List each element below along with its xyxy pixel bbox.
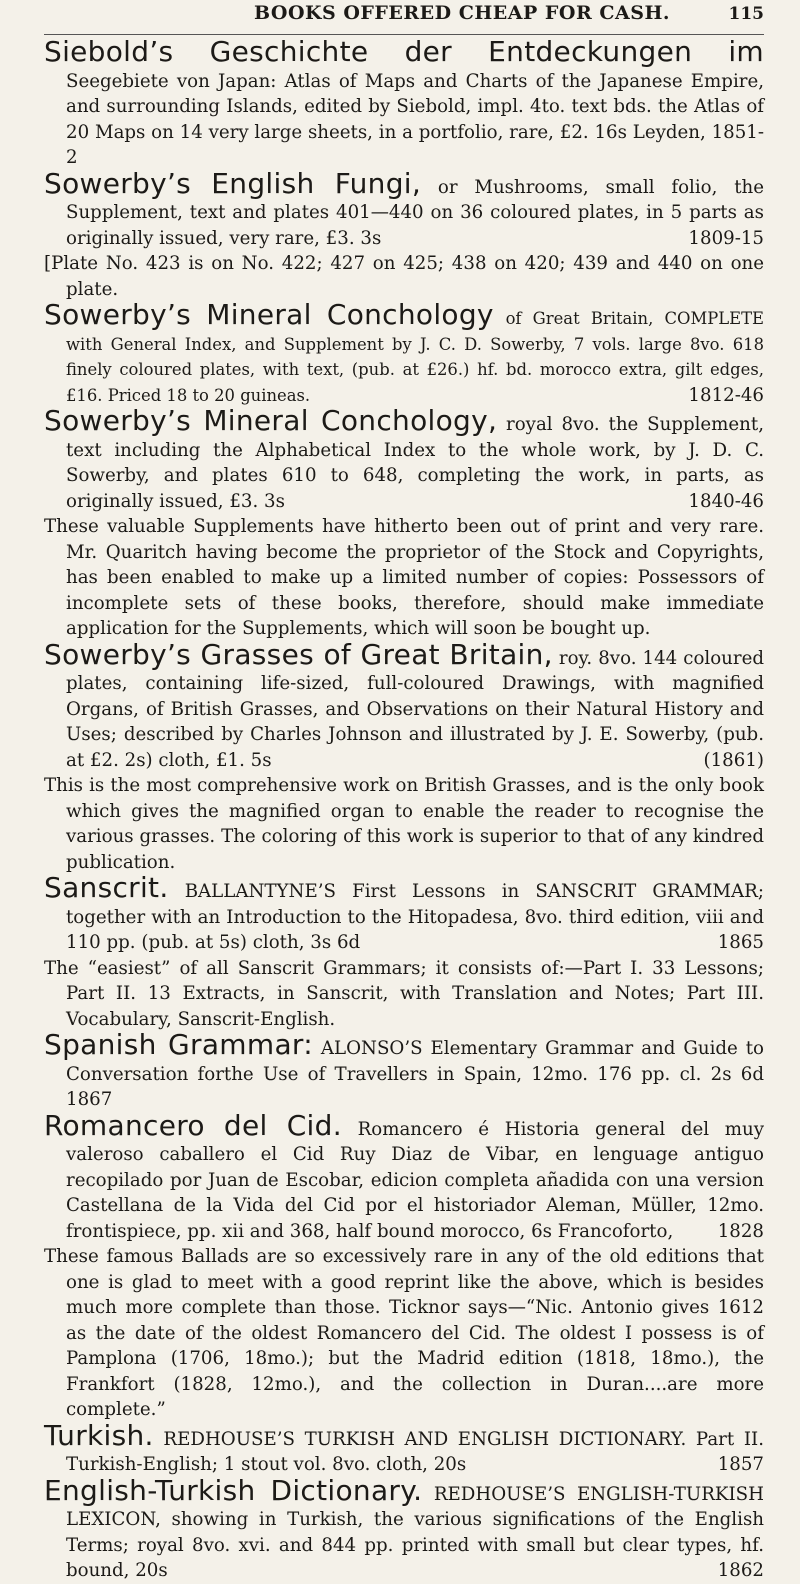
entry-description: REDHOUSE’S TURKISH AND ENGLISH DICTIONARY. Part II. Turkish-English; 1 stout vol. 8vo. cloth, 20s xyxy=(66,1428,764,1475)
entry-heading: Sowerby’s Grasses of Great Britain, xyxy=(44,637,553,671)
catalogue-entry xyxy=(44,166,764,303)
entry-description: or Mushrooms, small folio, the Supplement, text and plates 401—440 on 36 coloured plates, in 5 parts as originally issued, very rare, £3. 3s xyxy=(66,176,764,249)
catalogue-entry xyxy=(44,298,765,408)
catalogue-entry xyxy=(44,404,764,642)
entry-heading: Romancero del Cid. xyxy=(44,1108,342,1142)
catalogue-entry xyxy=(44,1108,765,1423)
entry-heading: Siebold’s Geschichte der Entdeckungen im xyxy=(44,35,764,68)
page-number: 115 xyxy=(728,4,764,24)
entry-description: Romancero é Historia general del muy valeroso caballero el Cid Ruy Diaz de Vibar, en lenguage antiguo recopilado por Juan de Escobar, edicion completa añadida con una version Castellana de la Vida del Cid por el historiador Aleman, Müller, 12mo. frontispiece, pp. xii and 368, half bound morocco, 6s Francoforto, xyxy=(66,1118,765,1242)
entry-date: (1861) xyxy=(703,749,764,771)
entry-date: 1862 xyxy=(717,1560,764,1581)
catalogue-entry xyxy=(44,871,764,1032)
entry-note: These valuable Supplements have hitherto been out of print and very rare. Mr. Quaritch having become the proprietor of the Stock and Copyrights, has been enabled to make up a limited number of copies: Possessors of incomplete sets of these books, therefore, should make immediate application for the Supplements, which will soon be bought up. xyxy=(44,516,764,639)
entry-date: 1812-46 xyxy=(688,384,764,406)
catalogue-entry xyxy=(44,35,764,171)
running-title: BOOKS OFFERED CHEAP FOR CASH. xyxy=(254,2,671,24)
entry-heading: English-Turkish Dictionary. xyxy=(44,1473,423,1507)
entry-heading: Spanish Grammar: xyxy=(44,1028,313,1061)
catalogue-entry xyxy=(44,637,764,876)
entry-description: of Great Britain, COMPLETE with General Index, and Supplement by J. C. D. Sowerby, 7 vols. large 8vo. 618 finely coloured plates, with text, (pub. at £26.) hf. bd. morocco extra, gilt edges, £16. Priced 18 to 20 guineas. xyxy=(66,309,765,405)
entry-description: BALLANTYNE’S First Lessons in SANSCRIT GRAMMAR; together with an Introduction to the Hitopadesa, 8vo. third edition, viii and 110 pp. (pub. at 5s) cloth, 3s 6d xyxy=(66,881,764,953)
catalogue-entry xyxy=(44,1418,764,1478)
entry-description: royal 8vo. the Supplement, text including the Alphabetical Index to the whole work, by J. D. C. Sowerby, and plates 610 to 648, completing the work, in parts, as originally issued, £3. 3s xyxy=(66,414,764,512)
entry-date: 1857 xyxy=(717,1454,764,1475)
entry-note: This is the most comprehensive work on British Grasses, and is the only book which gives the magnified organ to enable the reader to recognise the various grasses. The coloring of this work is superior to that of any kindred publication. xyxy=(44,775,764,873)
entry-date: 1840-46 xyxy=(688,490,764,512)
entry-heading: Sowerby’s Mineral Conchology, xyxy=(44,404,498,437)
entry-date: 1828 xyxy=(717,1220,764,1242)
entry-note: The “easiest” of all Sanscrit Grammars; it consists of:—Part I. 33 Lessons; Part II. 13 Extracts, in Sanscrit, with Translation and Notes; Part III. Vocabulary, Sanscrit-English. xyxy=(44,957,764,1030)
entry-heading: Turkish. xyxy=(44,1418,154,1452)
entry-heading: Sanscrit. xyxy=(44,871,169,904)
entry-date: 1865 xyxy=(717,932,764,953)
entry-date: 1809-15 xyxy=(688,227,764,249)
entry-note: These famous Ballads are so excessively rare in any of the old editions that one is glad to meet with a good reprint like the above, which is besides much more complete than those. Ticknor says—“Nic. Antonio gives 1612 as the date of the oldest Romancero del Cid. The oldest I possess is of Pamplona (1706, 18mo.); but the Madrid edition (1818, 18mo.), the Frankfort (1828, 12mo.), and the collection in Duran....are more complete.” xyxy=(44,1246,764,1420)
page-header xyxy=(44,0,764,34)
entry-description: Seegebiete von Japan: Atlas of Maps and Charts of the Japanese Empire, and surrounding Islands, edited by Siebold, impl. 4to. text bds. the Atlas of 20 Maps on 14 very large sheets, in a portfolio, rare, £2. 16s Leyden, 1851-2 xyxy=(66,70,764,168)
entry-description: roy. 8vo. 144 coloured plates, containing life-sized, full-coloured Drawings, with magnified Organs, of British Grasses, and Observations on their Natural History and Uses; described by Charles Johnson and illustrated by J. E. Sowerby, (pub. at £2. 2s) cloth, £1. 5s xyxy=(66,647,764,771)
entry-heading: Sowerby’s Mineral Conchology xyxy=(44,298,494,331)
entry-description: ALONSO’S Elementary Grammar and Guide to Conversation forthe Use of Travellers in Spain, 12mo. 176 pp. cl. 2s 6d 1867 xyxy=(66,1038,764,1110)
catalogue-entry xyxy=(44,1028,764,1113)
entry-heading: Sowerby’s English Fungi, xyxy=(44,166,422,200)
entry-plate-note: [Plate No. 423 is on No. 422; 427 on 425; 438 on 420; 439 and 440 on one plate. xyxy=(44,253,764,300)
entry-description: REDHOUSE’S ENGLISH-TURKISH LEXICON, showing in Turkish, the various significations of the English Terms; royal 8vo. xvi. and 844 pp. printed with small but clear types, hf. bound, 20s xyxy=(66,1483,764,1581)
catalogue-entry xyxy=(44,1473,764,1584)
